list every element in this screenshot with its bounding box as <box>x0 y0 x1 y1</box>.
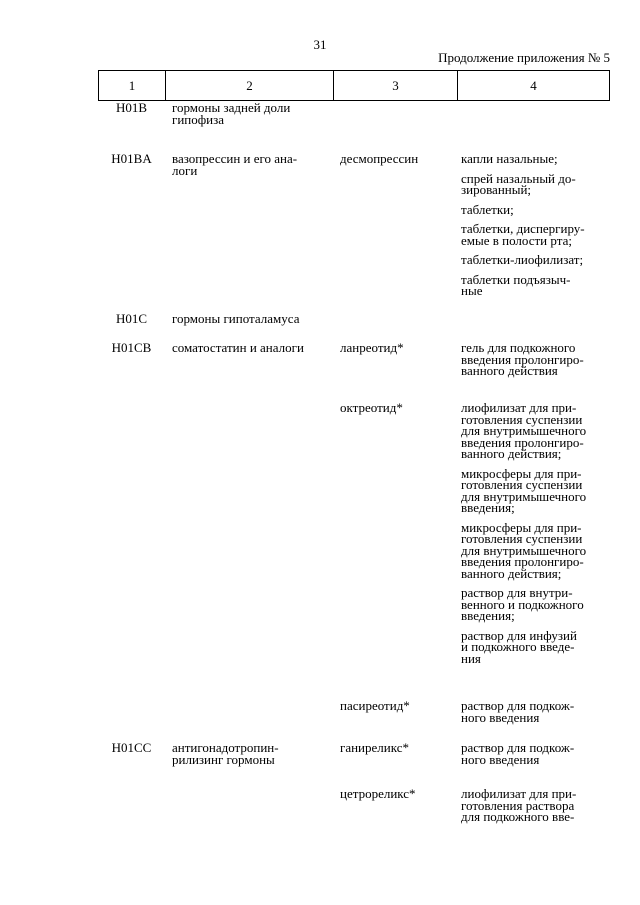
dosage-form: таблетки подъязыч- ные <box>461 271 571 298</box>
atc-code: H01B <box>115 100 148 115</box>
atc-code: H01C <box>115 311 148 326</box>
dosage-form: спрей назальный до- зированный; <box>461 170 576 197</box>
group-name: гормоны гипоталамуса <box>172 311 300 326</box>
header-cell: 4 <box>530 78 537 93</box>
dosage-forms <box>461 342 611 377</box>
drug-name: октреотид* <box>340 400 403 415</box>
group-name: гормоны задней доли гипофиза <box>172 100 291 127</box>
atc-code: H01BA <box>111 151 152 166</box>
dosage-form: таблетки; <box>461 201 514 217</box>
drug-name: ганиреликс* <box>340 740 409 755</box>
dosage-forms <box>461 700 611 723</box>
header-cell: 1 <box>99 71 166 100</box>
dosage-form: таблетки-лиофилизат; <box>461 252 584 267</box>
header-cell: 2 <box>166 71 334 100</box>
atc-code: H01CC <box>111 740 152 755</box>
dosage-form: раствор для внутри- венного и подкожного введения; <box>461 585 584 623</box>
dosage-form: микросферы для при- готовления суспензии для внутримышечного введения пролонгиро- ванного действия; <box>461 519 587 581</box>
dosage-forms <box>461 742 611 765</box>
drug-name: цетрореликс* <box>340 786 416 801</box>
dosage-form: раствор для инфузий и подкожного введе- ния <box>461 627 577 666</box>
drug-name: ланреотид* <box>340 340 404 355</box>
dosage-forms <box>461 402 611 664</box>
dosage-form: гель для подкожного введения пролонгиро- ванного действия <box>461 340 584 378</box>
dosage-forms <box>461 153 611 297</box>
drug-name: пасиреотид* <box>340 698 410 713</box>
dosage-form: микросферы для при- готовления суспензии для внутримышечного введения; <box>461 465 587 515</box>
dosage-form: таблетки, диспергиру- емые в полости рта; <box>461 221 585 248</box>
dosage-form: лиофилизат для при- готовления суспензии для внутримышечного введения пролонгиро- ванного действия; <box>461 400 587 461</box>
dosage-form: лиофилизат для при- готовления раствора для подкожного вве- <box>461 786 577 824</box>
atc-code: H01CB <box>111 340 152 355</box>
table-header <box>98 70 610 101</box>
dosage-form: раствор для подкож- ного введения <box>461 740 575 767</box>
dosage-forms <box>461 788 611 823</box>
page-number: 31 <box>313 37 327 52</box>
appendix-note: Продолжение приложения № 5 <box>438 50 610 65</box>
group-name: антигонадотропин- рилизинг гормоны <box>172 740 279 767</box>
drug-name: десмопрессин <box>340 151 419 166</box>
header-cell: 3 <box>334 71 458 100</box>
group-name: вазопрессин и его ана- логи <box>172 151 298 178</box>
group-name: соматостатин и аналоги <box>172 340 304 355</box>
dosage-form: капли назальные; <box>461 151 558 166</box>
dosage-form: раствор для подкож- ного введения <box>461 698 575 725</box>
